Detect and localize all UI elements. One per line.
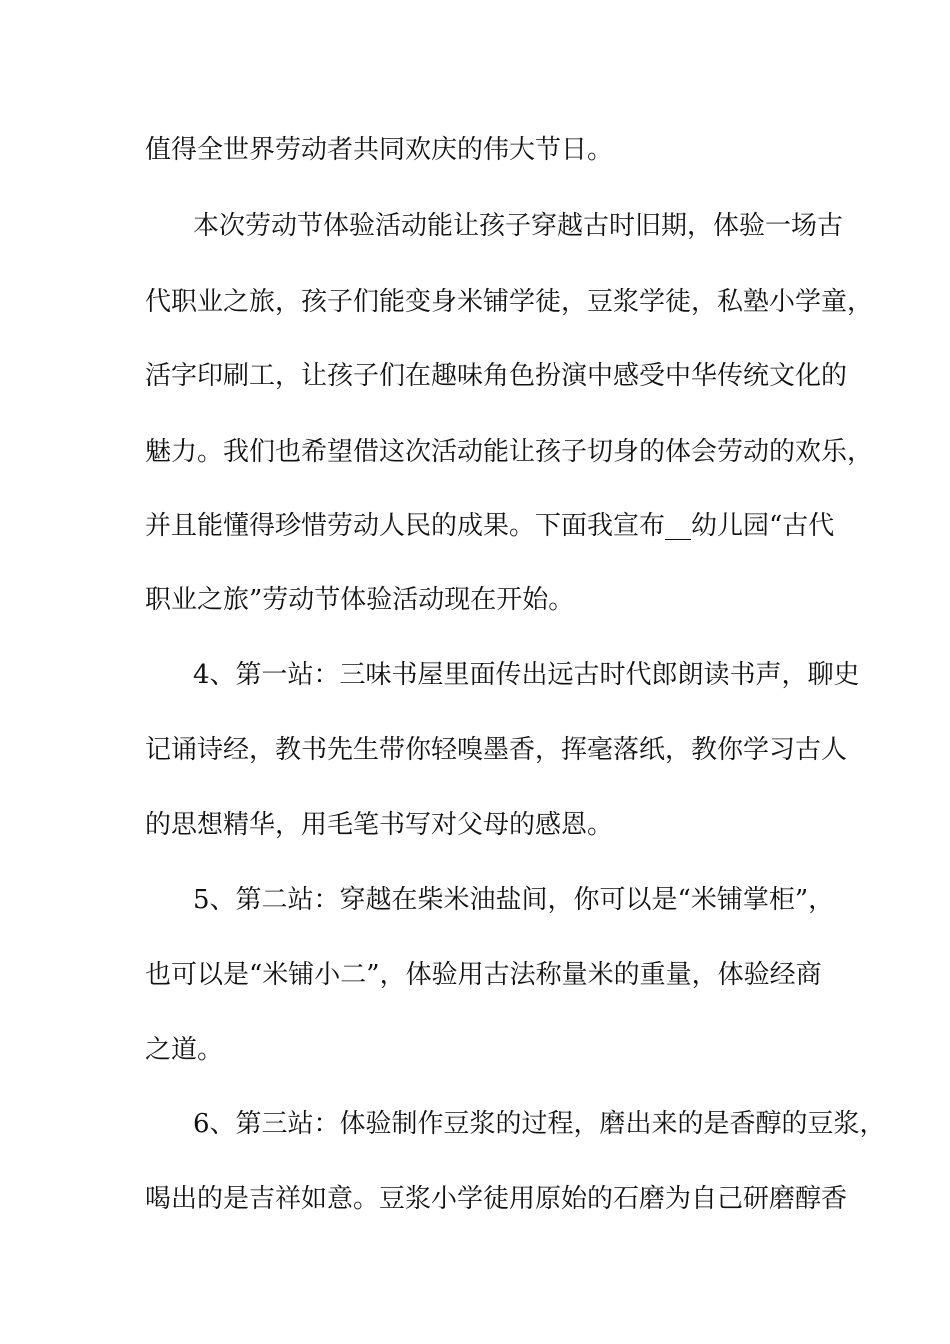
text-line: 并且能懂得珍惜劳动人民的成果。下面我宣布__幼儿园“古代: [145, 511, 835, 541]
text-line: 之道。: [145, 1035, 224, 1065]
paragraph-first-line: 本次劳动节体验活动能让孩子穿越古时旧期，体验一场古: [193, 211, 844, 241]
text-line: 职业之旅”劳动节体验活动现在开始。: [145, 585, 575, 615]
paragraph-first-line: 6、第三站：体验制作豆浆的过程，磨出来的是香醇的豆浆，: [193, 1109, 886, 1139]
text-line: 魅力。我们也希望借这次活动能让孩子切身的体会劳动的欢乐，: [145, 437, 874, 467]
text-line: 喝出的是吉祥如意。豆浆小学徒用原始的石磨为自己研磨醇香: [145, 1184, 848, 1214]
text-line: 值得全世界劳动者共同欢庆的伟大节日。: [145, 135, 614, 165]
paragraph-first-line: 5、第二站：穿越在柴米油盐间，你可以是“米铺掌柜”，: [193, 885, 835, 915]
paragraph-first-line: 4、第一站：三味书屋里面传出远古时代郎朗读书声，聊史: [193, 660, 860, 690]
text-line: 也可以是“米铺小二”，体验用古法称量米的重量，体验经商: [145, 960, 822, 990]
text-line: 记诵诗经，教书先生带你轻嗅墨香，挥毫落纸，教你学习古人: [145, 735, 848, 765]
text-line: 活字印刷工，让孩子们在趣味角色扮演中感受中华传统文化的: [145, 361, 848, 391]
text-line: 的思想精华，用毛笔书写对父母的感恩。: [145, 810, 614, 840]
text-line: 代职业之旅，孩子们能变身米铺学徒，豆浆学徒，私塾小学童，: [145, 287, 874, 317]
